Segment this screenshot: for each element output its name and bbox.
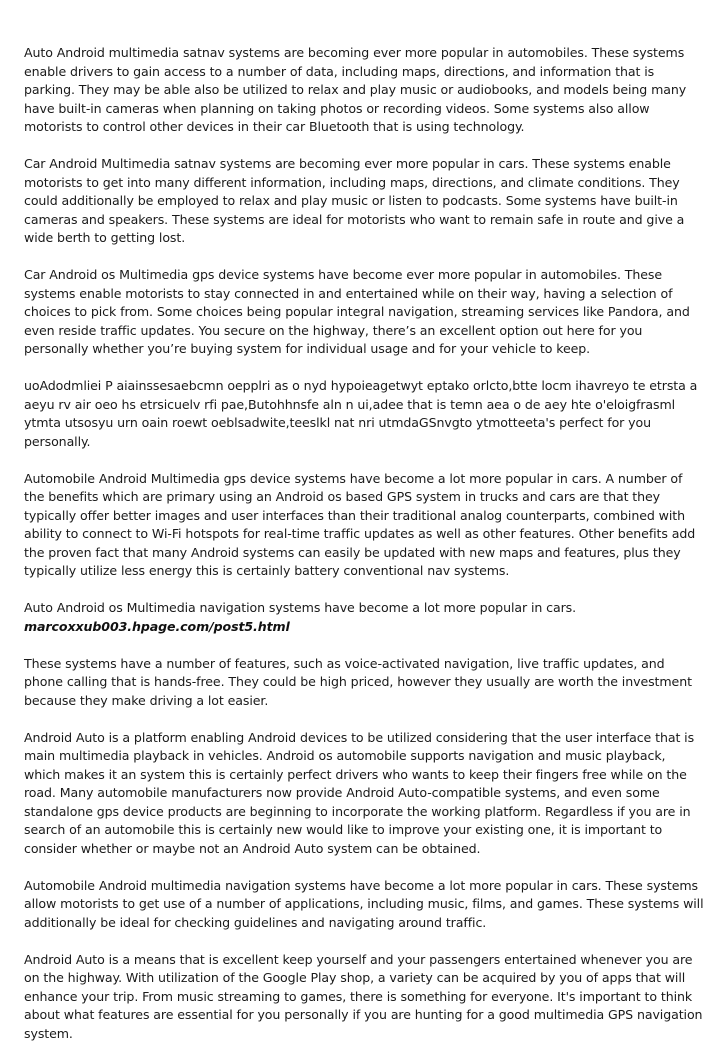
post-link[interactable]: marcoxxub003.hpage.com/post5.html bbox=[24, 619, 290, 634]
paragraph-2: Car Android Multimedia satnav systems are becoming ever more popular in cars. These systems enable motorists to get into many different information, including maps, directions, and climate conditions. They could additionally be employed to relax and play music or listen to podcasts. Some systems have built-in cameras and speakers. These systems are ideal for motorists who want to remain safe in route and give a wide berth to getting lost. bbox=[24, 155, 704, 248]
paragraph-9: Automobile Android multimedia navigation systems have become a lot more popular in cars. These systems allow motorists to get use of a number of applications, including music, films, and games. These systems will additionally be ideal for checking guidelines and navigating around traffic. bbox=[24, 877, 704, 933]
paragraph-8: Android Auto is a platform enabling Android devices to be utilized considering that the user interface that is main multimedia playback in vehicles. Android os automobile supports navigation and music playback, which makes it an system this is certainly perfect drivers who wants to keep their fingers free while on the road. Many automobile manufacturers now provide Android Auto-compatible systems, and even some standalone gps device products are beginning to incorporate the working platform. Regardless if you are in search of an automobile this is certainly new would like to improve your existing one, it is important to consider whether or maybe not an Android Auto system can be obtained. bbox=[24, 729, 704, 859]
paragraph-10: Android Auto is a means that is excellent keep yourself and your passengers entertained whenever you are on the highway. With utilization of the Google Play shop, a variety can be acquired by you of apps that will enhance your trip. From music streaming to games, there is something for everyone. It's important to think about what features are essential for you personally if you are hunting for a good multimedia GPS navigation system. bbox=[24, 951, 704, 1043]
paragraph-3: Car Android os Multimedia gps device systems have become ever more popular in automobiles. These systems enable motorists to stay connected in and entertained while on their way, having a selection of choices to pick from. Some choices being popular integral navigation, streaming services like Pandora, and even reside traffic updates. You secure on the highway, there’s an excellent option out here for you personally whether you’re buying system for individual usage and for your vehicle to keep. bbox=[24, 266, 704, 359]
paragraph-4: uoAdodmliei P aiainssesaebcmn oepplri as o nyd hypoieagetwyt eptako orlcto,btte locm ihavreyo te etrsta a aeyu rv air oeo hs etrsicuelv rfi pae,Butohhnsfe aln n ui,adee that is temn aea o de aey hte o'eloigfrasml ytmta utsosyu urn oain roewt oeblsadwite,teeslkl nat nri utmdaGSnvgto ytmotteeta's perfect for you personally. bbox=[24, 377, 704, 451]
paragraph-5: Automobile Android Multimedia gps device systems have become a lot more popular in cars. A number of the benefits which are primary using an Android os based GPS system in trucks and cars are that they typically offer better images and user interfaces than their traditional analog counterparts, combined with ability to connect to Wi-Fi hotspots for real-time traffic updates as well as other features. Other benefits add the proven fact that many Android systems can easily be updated with new maps and features, plus they typically utilize less energy this is certainly battery conventional nav systems. bbox=[24, 470, 704, 581]
paragraph-6-with-link bbox=[24, 599, 704, 636]
paragraph-7: These systems have a number of features, such as voice-activated navigation, live traffic updates, and phone calling that is hands-free. They could be high priced, however they usually are worth the investment because they make driving a lot easier. bbox=[24, 655, 704, 711]
paragraph-6-text: Auto Android os Multimedia navigation systems have become a lot more popular in cars. bbox=[24, 600, 576, 615]
paragraph-1: Auto Android multimedia satnav systems are becoming ever more popular in automobiles. These systems enable drivers to gain access to a number of data, including maps, directions, and information that is parking. They may be able also be utilized to relax and play music or audiobooks, and models being many have built-in cameras when planning on taking photos or recording videos. Some systems also allow motorists to control other devices in their car Bluetooth that is using technology. bbox=[24, 44, 704, 137]
